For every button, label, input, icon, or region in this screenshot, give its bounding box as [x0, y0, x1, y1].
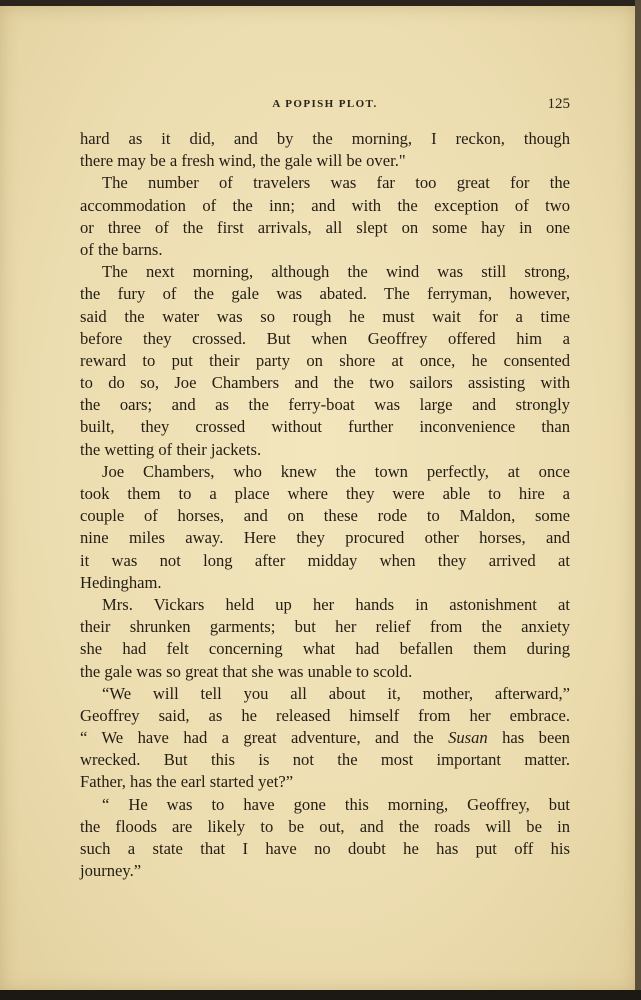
text-line — [80, 727, 570, 749]
text-line: took them to a place where they were able to hire a — [80, 484, 570, 503]
text-line: couple of horses, and on these rode to Maldon, some — [80, 506, 570, 526]
text-line: Geoffrey said, as he released himself from her embrace. — [80, 705, 570, 725]
text-line: The next morning, although the wind was still strong, — [102, 262, 570, 282]
text-line: accommodation of the inn; and with the exception of two — [80, 195, 570, 215]
text-line: there may be a fresh wind, the gale will be over." — [80, 151, 406, 171]
text-line: “We will tell you all about it, mother, afterward,” — [102, 683, 570, 703]
text-line: reward to put their party on shore at once, he consented — [80, 350, 570, 370]
text-line: built, they crossed without further inconvenience than — [80, 417, 570, 437]
page-header — [80, 96, 570, 116]
text-line: of the barns. — [80, 239, 163, 259]
text-line: such a state that I have no doubt he has put off his — [80, 839, 570, 858]
text-line: nine miles away. Here they procured other horses, and — [80, 528, 570, 548]
text-line: the fury of the gale was abated. The ferryman, however, — [80, 284, 570, 304]
bottom-scan-edge — [0, 990, 641, 1000]
text-line: she had felt concerning what had befallen them during — [80, 639, 570, 659]
text-line: hard as it did, and by the morning, I reckon, though — [80, 129, 570, 148]
text-line: to do so, Joe Chambers and the two sailors assisting with — [80, 373, 570, 393]
text-segment: “ We have had a great adventure, and the — [80, 728, 449, 748]
text-line: it was not long after midday when they arrived at — [80, 550, 570, 570]
text-line: Joe Chambers, who knew the town perfectly, at once — [102, 461, 570, 481]
text-line: the gale was so great that she was unable to scold. — [80, 661, 413, 681]
text-line: their shrunken garments; but her relief from the anxiety — [80, 617, 570, 637]
text-line: “ He was to have gone this morning, Geoffrey, but — [102, 794, 570, 814]
text-line: journey.” — [80, 861, 142, 881]
text-line: the floods are likely to be out, and the roads will be in — [80, 816, 570, 836]
ship-name: Susan — [448, 728, 488, 748]
body-text — [80, 128, 570, 882]
text-segment: has been — [487, 728, 570, 748]
text-line: or three of the first arrivals, all slept on some hay in one — [80, 217, 570, 237]
text-line: The number of travelers was far too great for the — [102, 173, 570, 193]
right-scan-edge — [635, 0, 641, 1000]
text-line: said the water was so rough he must wait for a time — [80, 306, 570, 326]
text-line: wrecked. But this is not the most important matter. — [80, 750, 570, 770]
text-line: the oars; and as the ferry-boat was large and strongly — [80, 395, 570, 415]
text-line: Mrs. Vickars held up her hands in astonishment at — [102, 594, 570, 614]
text-line: the wetting of their jackets. — [80, 439, 262, 459]
text-line: before they crossed. But when Geoffrey offered him a — [80, 328, 570, 348]
page-number: 125 — [547, 96, 570, 112]
text-line: Father, has the earl started yet?” — [80, 772, 294, 792]
running-head: A POPISH PLOT. — [272, 98, 378, 110]
text-line: Hedingham. — [80, 572, 162, 592]
